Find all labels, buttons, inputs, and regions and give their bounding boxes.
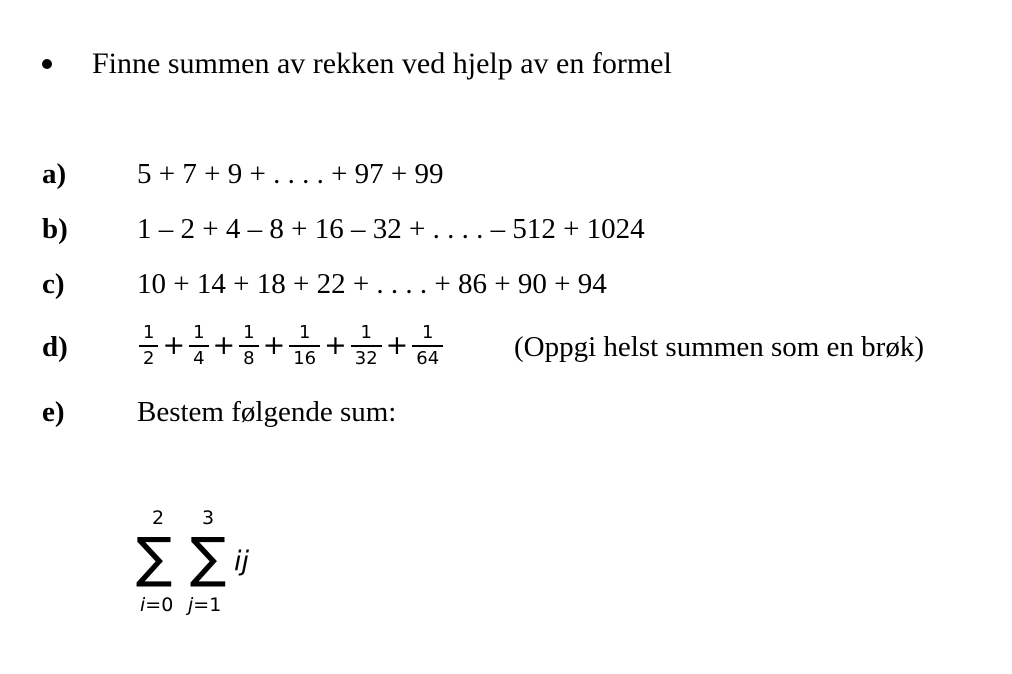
outer-sum-upper-limit: 2 <box>152 507 165 529</box>
fraction-bar <box>351 345 382 347</box>
fraction-denominator: 2 <box>143 347 155 369</box>
double-sum-formula <box>134 506 274 626</box>
inner-lower-value: =1 <box>193 594 222 616</box>
plus-operator: + <box>385 330 409 362</box>
inner-sum-upper-limit: 3 <box>202 507 215 529</box>
fraction <box>289 323 320 369</box>
plus-operator: + <box>162 330 186 362</box>
task-note-d: (Oppgi helst summen som en brøk) <box>514 330 924 363</box>
fraction-numerator: 1 <box>360 322 372 343</box>
fraction-numerator: 1 <box>422 322 434 343</box>
fraction-numerator: 1 <box>143 322 155 343</box>
fraction <box>139 323 158 369</box>
inner-sigma-symbol: ∑ <box>190 526 227 589</box>
sum-summand: ij <box>234 546 250 577</box>
task-label-d: d) <box>42 330 68 363</box>
bullet-icon <box>42 59 52 69</box>
outer-index: i <box>140 594 146 616</box>
plus-operator: + <box>262 330 286 362</box>
fraction <box>239 323 258 369</box>
heading-row <box>40 42 672 86</box>
task-label-e: e) <box>42 395 65 428</box>
fraction-bar <box>139 345 158 347</box>
inner-index: j <box>188 594 194 616</box>
task-expression-a: 5 + 7 + 9 + . . . . + 97 + 99 <box>137 157 444 190</box>
fraction-denominator: 16 <box>293 347 317 369</box>
heading-text: Finne summen av rekken ved hjelp av en formel <box>92 47 672 80</box>
task-label-b: b) <box>42 212 68 245</box>
task-expression-c: 10 + 14 + 18 + 22 + . . . . + 86 + 90 + 94 <box>137 267 607 300</box>
fraction-numerator: 1 <box>193 322 205 343</box>
fraction-denominator: 32 <box>354 347 378 369</box>
fraction-bar <box>289 345 320 347</box>
task-label-a: a) <box>42 157 67 190</box>
fraction-denominator: 64 <box>416 347 440 369</box>
task-expression-b: 1 – 2 + 4 – 8 + 16 – 32 + . . . . – 512 + 1024 <box>137 212 645 245</box>
task-label-c: c) <box>42 267 65 300</box>
fraction-bar <box>239 345 258 347</box>
fraction <box>189 323 208 369</box>
outer-lower-value: =0 <box>145 594 174 616</box>
fraction <box>412 323 443 369</box>
fraction-series <box>137 323 445 369</box>
fraction-denominator: 8 <box>243 347 255 369</box>
plus-operator: + <box>324 330 347 362</box>
fraction-bar <box>189 345 208 347</box>
task-text-e: Bestem følgende sum: <box>137 395 397 428</box>
fraction-numerator: 1 <box>243 322 255 343</box>
fraction-denominator: 4 <box>193 347 205 369</box>
outer-sum-lower-limit <box>140 596 173 615</box>
fraction-numerator: 1 <box>298 322 311 343</box>
plus-operator: + <box>212 330 236 362</box>
fraction <box>351 323 382 369</box>
fraction-bar <box>412 345 443 347</box>
inner-sum-lower-limit <box>188 596 221 615</box>
outer-sigma-symbol: ∑ <box>136 526 173 589</box>
